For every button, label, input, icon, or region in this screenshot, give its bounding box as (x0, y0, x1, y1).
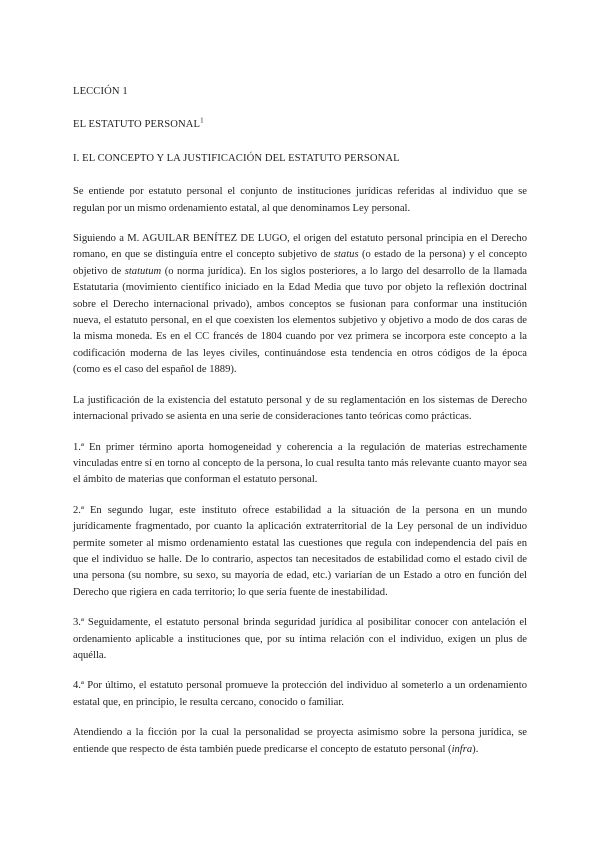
legal-person-text-a: Atendiendo a la ficción por la cual la personalidad se proyecta asimismo sobre la persona jurídica, se entiende que respecto de ésta también puede predicarse el concepto de estatuto personal ( (73, 727, 527, 755)
title-text: EL ESTATUTO PERSONAL (73, 119, 201, 131)
origin-text-a: Siguiendo a M. AGUILAR BENÍTEZ DE LUGO, el origen del estatuto personal principia en el Derecho romano, en que se distinguía entre el concepto subjetivo de (73, 233, 527, 261)
legal-person-text-b: ). (472, 743, 479, 755)
document-title (73, 117, 527, 133)
paragraph-origin (73, 231, 527, 379)
paragraph-definition: Se entiende por estatuto personal el conjunto de instituciones jurídicas referidas al individuo que se regulan por un mismo ordenamiento estatal, al que denominamos Ley personal. (73, 186, 527, 214)
paragraph-point-3: 3.ª Seguidamente, el estatuto personal brinda seguridad jurídica al posibilitar conocer con antelación el ordenamiento aplicable a instituciones que, por su íntima relación con el individuo, exigen un plus de aquélla. (73, 617, 527, 661)
document-page (73, 84, 527, 772)
paragraph-point-2: 2.ª En segundo lugar, este instituto ofrece estabilidad a la situación de la persona en un mundo jurídicamente fragmentado, por cuanto la aplicación extraterritorial de la Ley personal de un individuo permite someter al mismo ordenamiento estatal las cuestiones que regula con independencia del país en que el individuo se halle. De lo contrario, aspectos tan necesitados de estabilidad como el estado civil de una persona (su nombre, su sexo, su mayoría de edad, etc.) variarían de un Estado a otro en función del Derecho que rigiera en cada territorio; lo que sería fuente de inestabilidad. (73, 504, 527, 598)
origin-text-c: (o norma jurídica). En los siglos posteriores, a lo largo del desarrollo de la llamada Estatutaria (movimiento científico iniciado en la Edad Media que tuvo por objeto la reflexión doctrinal sobre el Derecho internacional privado), ambos conceptos se fusionan para conformar una institución nueva, el estatuto personal, en el que coexisten los elementos subjetivo y objetivo a modo de dos caras de la misma moneda. Es en el CC francés de 1804 cuando por vez primera se incorpora este concepto a la codificación moderna de las leyes civiles, continuándose esta tendencia en otros códigos de la época (como es el caso del español de 1889). (73, 265, 527, 376)
term-statutum: statutum (124, 265, 162, 277)
lesson-heading: LECCIÓN 1 (73, 86, 128, 97)
paragraph-point-4: 4.ª Por último, el estatuto personal promueve la protección del individuo al someterlo a un ordenamiento estatal que, en principio, le resulta cercano, conocido o familiar. (73, 680, 527, 708)
section-heading: I. EL CONCEPTO Y LA JUSTIFICACIÓN DEL ESTATUTO PERSONAL (73, 152, 400, 164)
footnote-marker[interactable]: 1 (200, 116, 204, 125)
origin-text-b: (o estado de la persona) y el concepto objetivo de (73, 249, 528, 277)
term-infra: infra (451, 743, 473, 755)
paragraph-legal-person (73, 725, 527, 758)
paragraph-point-1: 1.ª En primer término aporta homogeneidad y coherencia a la regulación de materias estrechamente vinculadas entre sí en torno al concepto de la persona, lo cual resulta tanto más relevante cuanto mayor sea el ámbito de materias que conforman el estatuto personal. (73, 441, 527, 486)
paragraph-justification: La justificación de la existencia del estatuto personal y de su reglamentación en los sistemas de Derecho internacional privado se asienta en una serie de consideraciones tanto teóricas como prácticas. (73, 394, 527, 423)
term-status: status (333, 249, 359, 261)
